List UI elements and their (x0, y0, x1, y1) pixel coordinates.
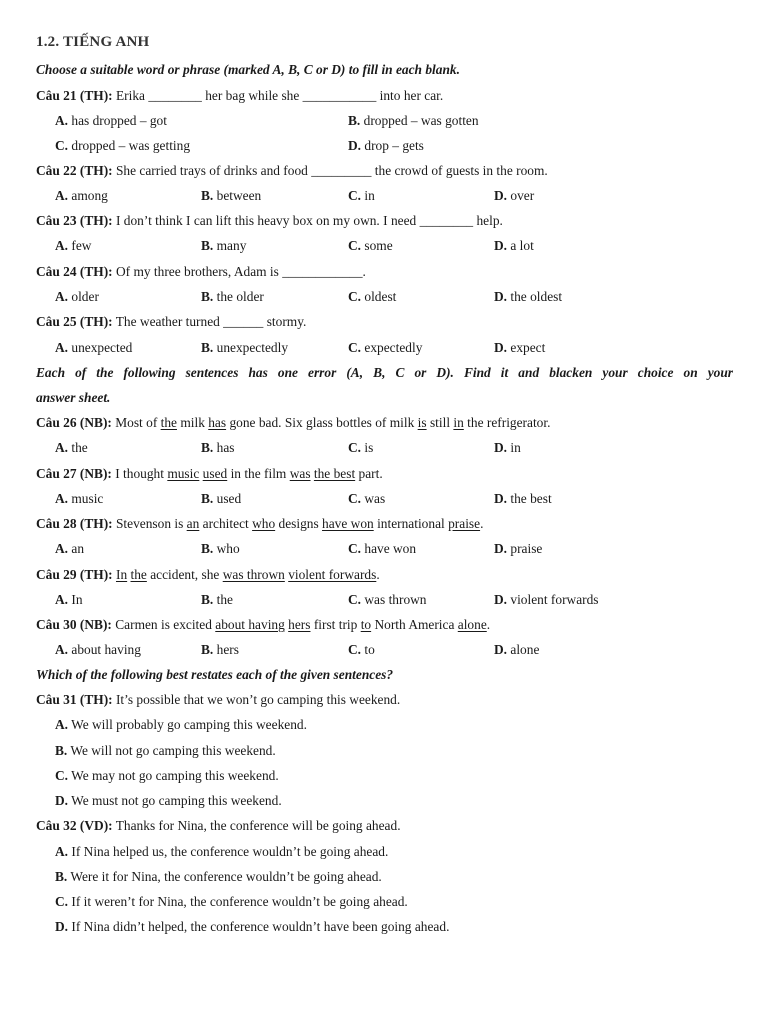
question-label: Câu 28 (TH): (36, 516, 113, 531)
question-label: Câu 25 (TH): (36, 314, 113, 329)
underlined-part-a: In (115, 567, 128, 582)
option-b[interactable]: B. many (201, 238, 247, 253)
question-26-options (0, 440, 768, 456)
underlined-part-c: to (360, 617, 372, 632)
option-c[interactable]: C. If it weren’t for Nina, the conference wouldn’t be going ahead. (55, 894, 408, 909)
option-a[interactable]: A. music (55, 491, 104, 506)
underlined-part-c: was thrown (222, 567, 285, 582)
option-c[interactable]: C. was (348, 491, 386, 506)
option-b[interactable]: B. hers (201, 642, 239, 657)
option-a[interactable]: A. has dropped – got (55, 113, 167, 128)
underlined-part-c: was (289, 466, 311, 481)
question-23-options (0, 238, 768, 254)
option-d[interactable]: D. alone (494, 642, 540, 657)
question-31-option-c-row (0, 768, 768, 784)
question-32-option-d-row (0, 919, 768, 935)
underlined-part-a: an (186, 516, 200, 531)
option-a[interactable]: A. few (55, 238, 92, 253)
instruction-restate: Which of the following best restates each of the given sentences? (36, 667, 394, 682)
instruction-fill-blank: Choose a suitable word or phrase (marked A, B, C or D) to fill in each blank. (36, 62, 460, 77)
question-29-options (0, 592, 768, 608)
question-30-stem: Câu 30 (NB): Carmen is excited about having hers first trip to North America alone. (36, 617, 491, 632)
underlined-part-d: alone (457, 617, 487, 632)
question-25-options (0, 340, 768, 356)
question-24-options (0, 289, 768, 305)
option-d[interactable]: D. praise (494, 541, 543, 556)
option-a[interactable]: A. an (55, 541, 85, 556)
underlined-part-b: hers (288, 617, 311, 632)
option-c[interactable]: C. oldest (348, 289, 397, 304)
question-21-options-row-1 (0, 113, 768, 129)
option-b[interactable]: B. who (201, 541, 240, 556)
question-text: Of my three brothers, Adam is ____________. (112, 264, 366, 279)
question-label: Câu 21 (TH): (36, 88, 113, 103)
option-c[interactable]: C. expectedly (348, 340, 423, 355)
option-c[interactable]: C. in (348, 188, 375, 203)
question-label: Câu 30 (NB): (36, 617, 112, 632)
underlined-part-c: is (417, 415, 427, 430)
question-label: Câu 24 (TH): (36, 264, 113, 279)
option-a[interactable]: A. older (55, 289, 99, 304)
question-24-stem (36, 264, 366, 280)
instruction-find-error-line-2: answer sheet. (36, 390, 111, 405)
option-b[interactable]: B. the older (201, 289, 264, 304)
option-c[interactable]: C. have won (348, 541, 417, 556)
question-32-option-b-row (0, 869, 768, 885)
option-d[interactable]: D. We must not go camping this weekend. (55, 793, 282, 808)
question-22-options (0, 188, 768, 204)
question-21-options-row-2 (0, 138, 768, 154)
option-d[interactable]: D. violent forwards (494, 592, 599, 607)
option-d[interactable]: D. drop – gets (348, 138, 424, 153)
option-b[interactable]: B. has (201, 440, 235, 455)
question-text: Thanks for Nina, the conference will be going ahead. (112, 818, 401, 833)
question-31-option-b-row (0, 743, 768, 759)
option-c[interactable]: C. to (348, 642, 375, 657)
underlined-part-a: about having (215, 617, 285, 632)
question-label: Câu 26 (NB): (36, 415, 112, 430)
underlined-part-d: the best (313, 466, 356, 481)
question-label: Câu 22 (TH): (36, 163, 113, 178)
option-b[interactable]: B. used (201, 491, 242, 506)
question-31-stem (36, 692, 400, 708)
question-26-stem: Câu 26 (NB): Most of the milk has gone bad. Six glass bottles of milk is still in the refrigerator. (36, 415, 551, 430)
option-b[interactable]: B. the (201, 592, 233, 607)
underlined-part-b: has (208, 415, 227, 430)
question-32-option-a-row (0, 844, 768, 860)
option-d[interactable]: D. the oldest (494, 289, 563, 304)
question-23-stem (36, 213, 503, 229)
question-32-stem (36, 818, 401, 834)
question-22-stem (36, 163, 548, 179)
question-21-stem (36, 88, 443, 104)
question-28-options (0, 541, 768, 557)
question-29-stem: Câu 29 (TH): In the accident, she was thrown violent forwards. (36, 567, 380, 582)
underlined-part-a: the (160, 415, 177, 430)
question-label: Câu 31 (TH): (36, 692, 113, 707)
option-d[interactable]: D. If Nina didn’t helped, the conference wouldn’t have been going ahead. (55, 919, 450, 934)
question-text: It’s possible that we won’t go camping this weekend. (112, 692, 401, 707)
option-c[interactable]: C. was thrown (348, 592, 427, 607)
option-d[interactable]: D. a lot (494, 238, 534, 253)
question-label: Câu 27 (NB): (36, 466, 112, 481)
option-d[interactable]: D. in (494, 440, 521, 455)
underlined-part-d: praise (448, 516, 481, 531)
option-b[interactable]: B. We will not go camping this weekend. (55, 743, 276, 758)
question-28-stem: Câu 28 (TH): Stevenson is an architect who designs have won international praise. (36, 516, 484, 531)
option-b[interactable]: B. between (201, 188, 262, 203)
instruction-find-error-line-1: Each of the following sentences has one error (A, B, C or D). Find it and blacken your choice on your (36, 365, 733, 380)
option-d[interactable]: D. the best (494, 491, 552, 506)
option-c[interactable]: C. dropped – was getting (55, 138, 191, 153)
underlined-part-c: have won (322, 516, 374, 531)
question-31-option-d-row (0, 793, 768, 809)
underlined-part-a: music (167, 466, 200, 481)
option-a[interactable]: A. If Nina helped us, the conference wouldn’t be going ahead. (55, 844, 389, 859)
option-a[interactable]: A. unexpected (55, 340, 133, 355)
option-c[interactable]: C. is (348, 440, 374, 455)
section-title: 1.2. TIẾNG ANH (36, 34, 150, 50)
option-b[interactable]: B. unexpectedly (201, 340, 289, 355)
underlined-part-b: the (130, 567, 147, 582)
option-a[interactable]: A. the (55, 440, 88, 455)
underlined-part-d: violent forwards (288, 567, 377, 582)
question-label: Câu 23 (TH): (36, 213, 113, 228)
option-a[interactable]: A. about having (55, 642, 141, 657)
question-label: Câu 29 (TH): (36, 567, 113, 582)
option-a[interactable]: A. among (55, 188, 108, 203)
option-a[interactable]: A. We will probably go camping this weekend. (55, 717, 307, 732)
option-d[interactable]: D. expect (494, 340, 546, 355)
question-31-option-a-row (0, 717, 768, 733)
option-c[interactable]: C. We may not go camping this weekend. (55, 768, 279, 783)
question-25-stem (36, 314, 306, 330)
question-text: She carried trays of drinks and food _________ the crowd of guests in the room. (112, 163, 548, 178)
option-c[interactable]: C. some (348, 238, 393, 253)
option-b[interactable]: B. dropped – was gotten (348, 113, 479, 128)
question-30-options (0, 642, 768, 658)
question-text: The weather turned ______ stormy. (112, 314, 307, 329)
option-b[interactable]: B. Were it for Nina, the conference wouldn’t be going ahead. (55, 869, 382, 884)
question-27-stem: Câu 27 (NB): I thought music used in the film was the best part. (36, 466, 383, 481)
question-27-options (0, 491, 768, 507)
question-label: Câu 32 (VD): (36, 818, 113, 833)
underlined-part-d: in (453, 415, 464, 430)
underlined-part-b: used (202, 466, 228, 481)
question-text: I don’t think I can lift this heavy box on my own. I need ________ help. (112, 213, 503, 228)
option-a[interactable]: A. In (55, 592, 83, 607)
question-text: Erika ________ her bag while she ___________ into her car. (112, 88, 444, 103)
option-d[interactable]: D. over (494, 188, 535, 203)
question-32-option-c-row (0, 894, 768, 910)
underlined-part-b: who (252, 516, 276, 531)
